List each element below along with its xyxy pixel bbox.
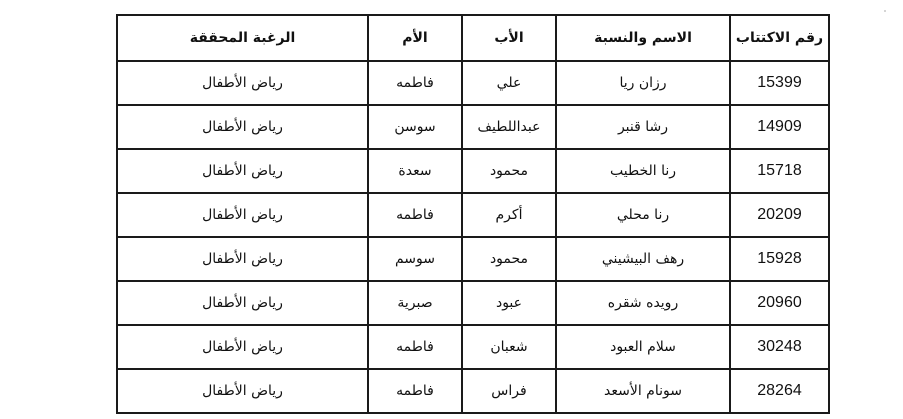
cell-name: رويده شقره bbox=[556, 281, 730, 325]
cell-name: سلام العبود bbox=[556, 325, 730, 369]
table-row bbox=[117, 193, 829, 237]
header-name: الاسم والنسبة bbox=[556, 15, 730, 61]
cell-number: 30248 bbox=[730, 325, 829, 369]
cell-mother: فاطمه bbox=[368, 61, 462, 105]
cell-father: محمود bbox=[462, 149, 556, 193]
cell-name: سونام الأسعد bbox=[556, 369, 730, 413]
cell-mother: فاطمه bbox=[368, 325, 462, 369]
cell-wish: رياض الأطفال bbox=[117, 149, 368, 193]
table-row bbox=[117, 105, 829, 149]
cell-number: 20209 bbox=[730, 193, 829, 237]
cell-father: عبداللطيف bbox=[462, 105, 556, 149]
cell-father: فراس bbox=[462, 369, 556, 413]
cell-name: رنا الخطيب bbox=[556, 149, 730, 193]
cell-father: محمود bbox=[462, 237, 556, 281]
cell-father: علي bbox=[462, 61, 556, 105]
cell-father: شعبان bbox=[462, 325, 556, 369]
cell-number: 15399 bbox=[730, 61, 829, 105]
cell-number: 28264 bbox=[730, 369, 829, 413]
cell-name: رزان ريا bbox=[556, 61, 730, 105]
table-row bbox=[117, 325, 829, 369]
cell-name: رنا محلي bbox=[556, 193, 730, 237]
cell-father: أكرم bbox=[462, 193, 556, 237]
cell-mother: سوسم bbox=[368, 237, 462, 281]
header-wish: الرغبة المحققة bbox=[117, 15, 368, 61]
header-father: الأب bbox=[462, 15, 556, 61]
scan-speck bbox=[884, 10, 886, 12]
table-row bbox=[117, 149, 829, 193]
cell-number: 15928 bbox=[730, 237, 829, 281]
cell-number: 14909 bbox=[730, 105, 829, 149]
header-mother: الأم bbox=[368, 15, 462, 61]
cell-mother: فاطمه bbox=[368, 369, 462, 413]
cell-name: رشا قنبر bbox=[556, 105, 730, 149]
cell-wish: رياض الأطفال bbox=[117, 193, 368, 237]
cell-wish: رياض الأطفال bbox=[117, 325, 368, 369]
cell-wish: رياض الأطفال bbox=[117, 369, 368, 413]
table-row bbox=[117, 237, 829, 281]
cell-father: عبود bbox=[462, 281, 556, 325]
cell-mother: صبرية bbox=[368, 281, 462, 325]
cell-wish: رياض الأطفال bbox=[117, 237, 368, 281]
cell-mother: سعدة bbox=[368, 149, 462, 193]
cell-mother: سوسن bbox=[368, 105, 462, 149]
header-row bbox=[117, 15, 829, 61]
cell-wish: رياض الأطفال bbox=[117, 61, 368, 105]
cell-wish: رياض الأطفال bbox=[117, 281, 368, 325]
table-row bbox=[117, 281, 829, 325]
cell-name: رهف البيشيني bbox=[556, 237, 730, 281]
cell-number: 20960 bbox=[730, 281, 829, 325]
table-row bbox=[117, 61, 829, 105]
results-table bbox=[116, 14, 830, 414]
cell-wish: رياض الأطفال bbox=[117, 105, 368, 149]
cell-mother: فاطمه bbox=[368, 193, 462, 237]
table-row bbox=[117, 369, 829, 413]
header-number: رقم الاكتتاب bbox=[730, 15, 829, 61]
cell-number: 15718 bbox=[730, 149, 829, 193]
